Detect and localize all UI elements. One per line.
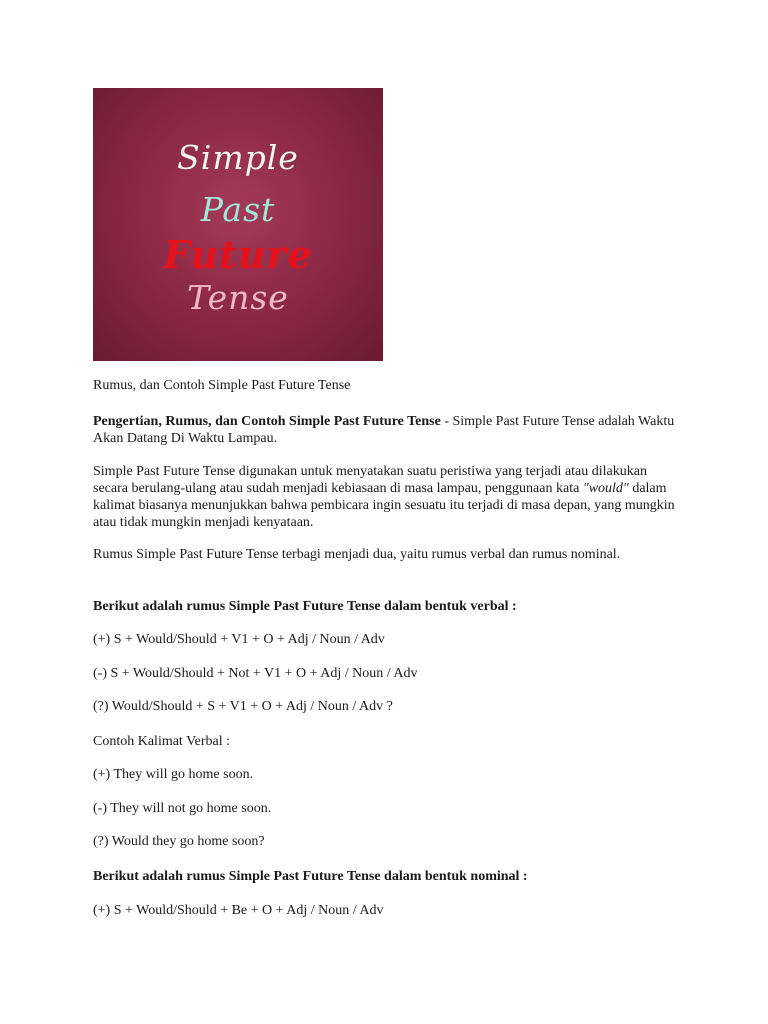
- verbal-heading-text: Berikut adalah rumus Simple Past Future Tense dalam bentuk verbal :: [93, 599, 517, 614]
- nominal-formula-positive: (+) S + Would/Should + Be + O + Adj / Noun / Adv: [93, 903, 384, 918]
- verbal-formula-question: (?) Would/Should + S + V1 + O + Adj / Noun / Adv ?: [93, 699, 393, 714]
- image-caption: Rumus, dan Contoh Simple Past Future Tense: [93, 378, 351, 393]
- example-question: (?) Would they go home soon?: [93, 834, 265, 849]
- usage-italic-would: "would": [582, 481, 629, 496]
- cover-title-future: Future: [163, 232, 313, 277]
- cover-title-simple: Simple: [177, 138, 299, 177]
- example-positive: (+) They will go home soon.: [93, 767, 254, 782]
- usage-paragraph: [93, 463, 683, 531]
- cover-image: [93, 88, 383, 361]
- nominal-heading-text: Berikut adalah rumus Simple Past Future Tense dalam bentuk nominal :: [93, 869, 528, 884]
- example-negative: (-) They will not go home soon.: [93, 801, 272, 816]
- nominal-heading: [93, 868, 683, 885]
- example-heading: Contoh Kalimat Verbal :: [93, 734, 230, 749]
- cover-title-tense: Tense: [187, 278, 289, 317]
- verbal-formula-negative: (-) S + Would/Should + Not + V1 + O + Adj / Noun / Adv: [93, 666, 418, 681]
- division-paragraph: Rumus Simple Past Future Tense terbagi menjadi dua, yaitu rumus verbal dan rumus nominal.: [93, 547, 621, 562]
- document-page: [93, 88, 683, 918]
- cover-title-past: Past: [200, 190, 276, 229]
- usage-before: Simple Past Future Tense digunakan untuk menyatakan suatu peristiwa yang terjadi atau dilakukan secara berulang-ulang atau sudah menjadi kebiasaan di masa lampau, penggunaan kata: [93, 464, 647, 496]
- intro-text: - Simple Past Future Tense adalah Waktu Akan Datang Di Waktu Lampau.: [93, 414, 675, 446]
- verbal-heading: [93, 598, 683, 615]
- usage-after: dalam kalimat biasanya menunjukkan bahwa pembicara ingin sesuatu itu terjadi di masa depan, yang mungkin atau tidak mungkin menjadi kenyataan.: [93, 481, 675, 530]
- verbal-formula-positive: (+) S + Would/Should + V1 + O + Adj / Noun / Adv: [93, 632, 385, 647]
- intro-paragraph: [93, 413, 683, 447]
- intro-bold: Pengertian, Rumus, dan Contoh Simple Past Future Tense: [93, 414, 441, 429]
